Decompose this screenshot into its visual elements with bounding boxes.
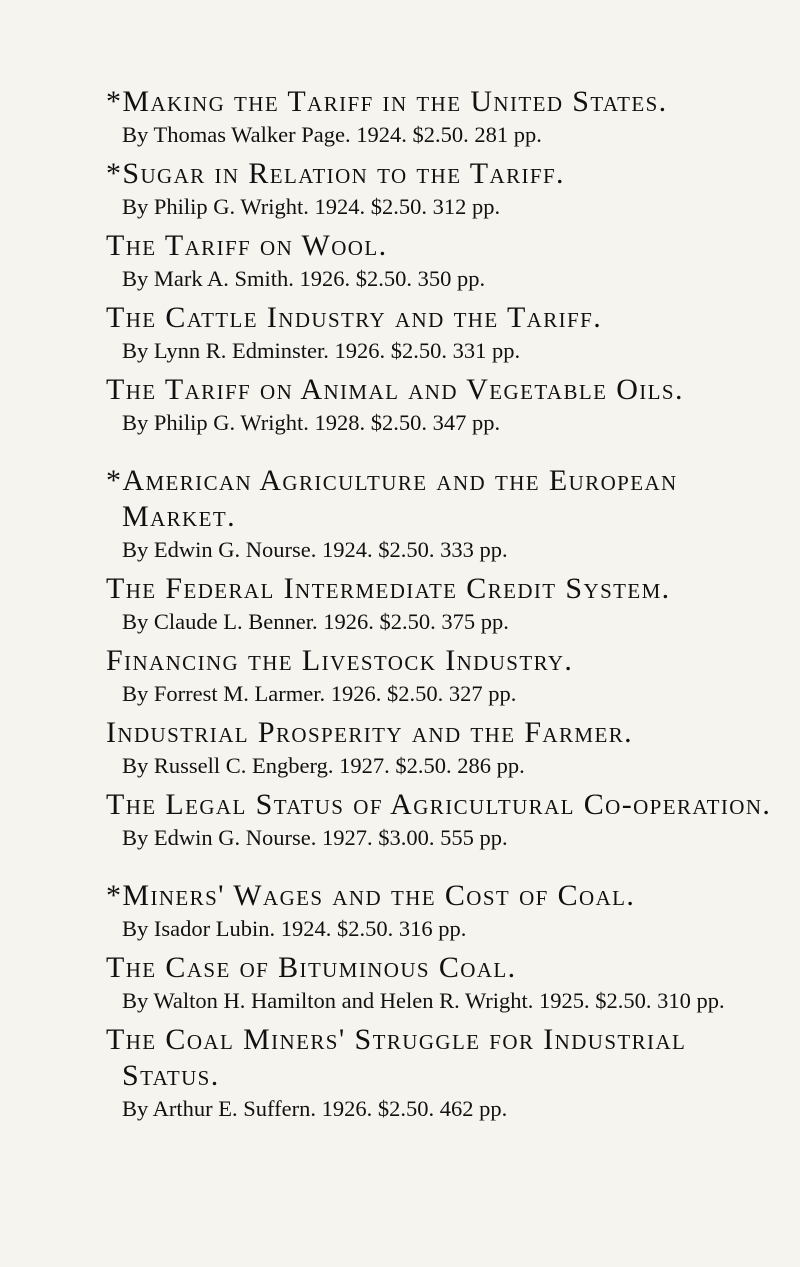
book-title: The Cattle Industry and the Tariff. [106, 301, 603, 334]
list-item [106, 950, 776, 1016]
list-item [106, 715, 776, 781]
book-byline: By Philip G. Wright. 1928. $2.50. 347 pp. [122, 410, 501, 435]
book-byline: By Russell C. Engberg. 1927. $2.50. 286 pp. [122, 753, 525, 778]
book-title: Industrial Prosperity and the Farmer. [106, 716, 634, 749]
book-byline: By Thomas Walker Page. 1924. $2.50. 281 pp. [122, 122, 542, 147]
book-title: The Tariff on Animal and Vegetable Oils. [106, 373, 684, 406]
book-list [106, 84, 776, 1130]
list-item [106, 300, 776, 366]
book-title: Financing the Livestock Industry. [106, 644, 574, 677]
list-item [106, 878, 776, 944]
book-byline: By Lynn R. Edminster. 1926. $2.50. 331 pp. [122, 338, 521, 363]
list-item [106, 228, 776, 294]
book-byline: By Edwin G. Nourse. 1927. $3.00. 555 pp. [122, 825, 508, 850]
list-item [106, 787, 776, 853]
book-title: The Legal Status of Agricultural Co-operation. [106, 788, 772, 821]
list-item [106, 1022, 776, 1124]
book-byline: By Edwin G. Nourse. 1924. $2.50. 333 pp. [122, 537, 508, 562]
book-title: *Miners' Wages and the Cost of Coal. [106, 879, 636, 912]
book-title: *American Agriculture and the European Market. [106, 464, 678, 533]
book-title: The Case of Bituminous Coal. [106, 951, 517, 984]
book-title: *Making the Tariff in the United States. [106, 85, 668, 118]
book-byline: By Arthur E. Suffern. 1926. $2.50. 462 pp. [122, 1096, 508, 1121]
book-byline: By Forrest M. Larmer. 1926. $2.50. 327 pp. [122, 681, 517, 706]
list-item [106, 372, 776, 438]
book-byline: By Mark A. Smith. 1926. $2.50. 350 pp. [122, 266, 486, 291]
list-item [106, 643, 776, 709]
book-title: *Sugar in Relation to the Tariff. [106, 157, 565, 190]
list-item [106, 84, 776, 150]
list-item [106, 156, 776, 222]
book-byline: By Isador Lubin. 1924. $2.50. 316 pp. [122, 916, 467, 941]
list-item [106, 463, 776, 565]
book-byline: By Philip G. Wright. 1924. $2.50. 312 pp. [122, 194, 501, 219]
book-title: The Tariff on Wool. [106, 229, 388, 262]
book-title: The Coal Miners' Struggle for Industrial Status. [106, 1023, 687, 1092]
book-byline: By Walton H. Hamilton and Helen R. Wright. 1925. $2.50. 310 pp. [122, 988, 725, 1013]
section-spacer [106, 859, 776, 878]
section-spacer [106, 444, 776, 463]
list-item [106, 571, 776, 637]
book-title: The Federal Intermediate Credit System. [106, 572, 671, 605]
book-byline: By Claude L. Benner. 1926. $2.50. 375 pp. [122, 609, 509, 634]
